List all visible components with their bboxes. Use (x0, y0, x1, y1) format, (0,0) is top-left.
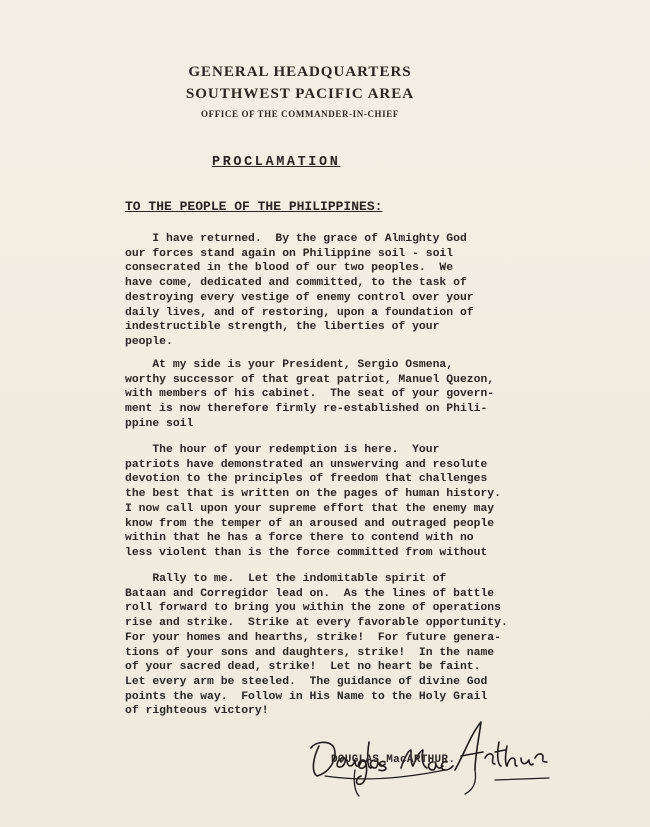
paragraph-line: rise and strike. Strike at every favorable opportunity. (125, 617, 508, 630)
document-title: PROCLAMATION (212, 155, 341, 170)
paragraph-line: points the way. Follow in His Name to the Holy Grail (125, 690, 488, 703)
paragraph-line: know from the temper of an aroused and outraged people (125, 517, 495, 530)
paragraph-line: of your sacred dead, strike! Let no heart be faint. (125, 661, 481, 674)
paragraph-line: For your homes and hearths, strike! For future genera- (125, 631, 501, 644)
paragraph-line: Let every arm be steeled. The guidance of divine God (125, 675, 488, 688)
paragraph-3 (125, 443, 525, 561)
paragraph-line: worthy successor of that great patriot, Manuel Quezon, (125, 373, 495, 386)
paragraph-line: within that he has a force there to contend with no (125, 532, 474, 545)
typed-signature: DOUGLAS MacARTHUR. (331, 754, 456, 766)
paragraph-line: people. (125, 335, 173, 348)
paragraph-line: have come, dedicated and committed, to the task of (125, 277, 467, 290)
paragraph-line: roll forward to bring you within the zone of operations (125, 602, 501, 615)
paragraph-line: ppine soil (125, 417, 194, 430)
salutation: TO THE PEOPLE OF THE PHILIPPINES: (125, 199, 383, 214)
paragraph-line: patriots have demonstrated an unswerving and resolute (125, 458, 488, 471)
paragraph-line: the best that is written on the pages of human history. (125, 488, 501, 501)
paragraph-line: indestructible strength, the liberties of your (125, 321, 440, 334)
paragraph-line: I now call upon your supreme effort that the enemy may (125, 502, 495, 515)
paragraph-1 (125, 232, 525, 350)
letterhead-line-2: SOUTHWEST PACIFIC AREA (185, 86, 415, 102)
paragraph-line: tions of your sons and daughters, strike! In the name (125, 646, 495, 659)
paragraph-line: less violent than is the force committed from without (125, 546, 488, 559)
paragraph-line: Bataan and Corregidor lead on. As the lines of battle (125, 587, 495, 600)
paragraph-line: At my side is your President, Sergio Osmena, (125, 359, 454, 371)
paragraph-line: daily lives, and of restoring, upon a foundation of (125, 306, 474, 319)
paragraph-line: devotion to the principles of freedom that challenges (125, 473, 488, 486)
paragraph-line: consecrated in the blood of our two peoples. We (125, 262, 454, 275)
paragraph-line: destroying every vestige of enemy control over your (125, 291, 474, 304)
paragraph-line: our forces stand again on Philippine soil - soil (125, 247, 454, 260)
paragraph-line: with members of his cabinet. The seat of your govern- (125, 388, 495, 401)
letterhead-line-1: GENERAL HEADQUARTERS (188, 64, 412, 80)
paragraph-line: ment is now therefore firmly re-established on Phili- (125, 403, 488, 416)
paragraph-line: of righteous victory! (125, 705, 269, 718)
paragraph-line: The hour of your redemption is here. Your (125, 444, 440, 456)
paragraph-line: I have returned. By the grace of Almighty God (125, 233, 467, 245)
paragraph-line: Rally to me. Let the indomitable spirit of (125, 573, 447, 585)
letterhead-line-3: OFFICE OF THE COMMANDER-IN-CHIEF (201, 109, 399, 119)
paragraph-4 (125, 572, 525, 719)
paragraph-2 (125, 358, 525, 432)
